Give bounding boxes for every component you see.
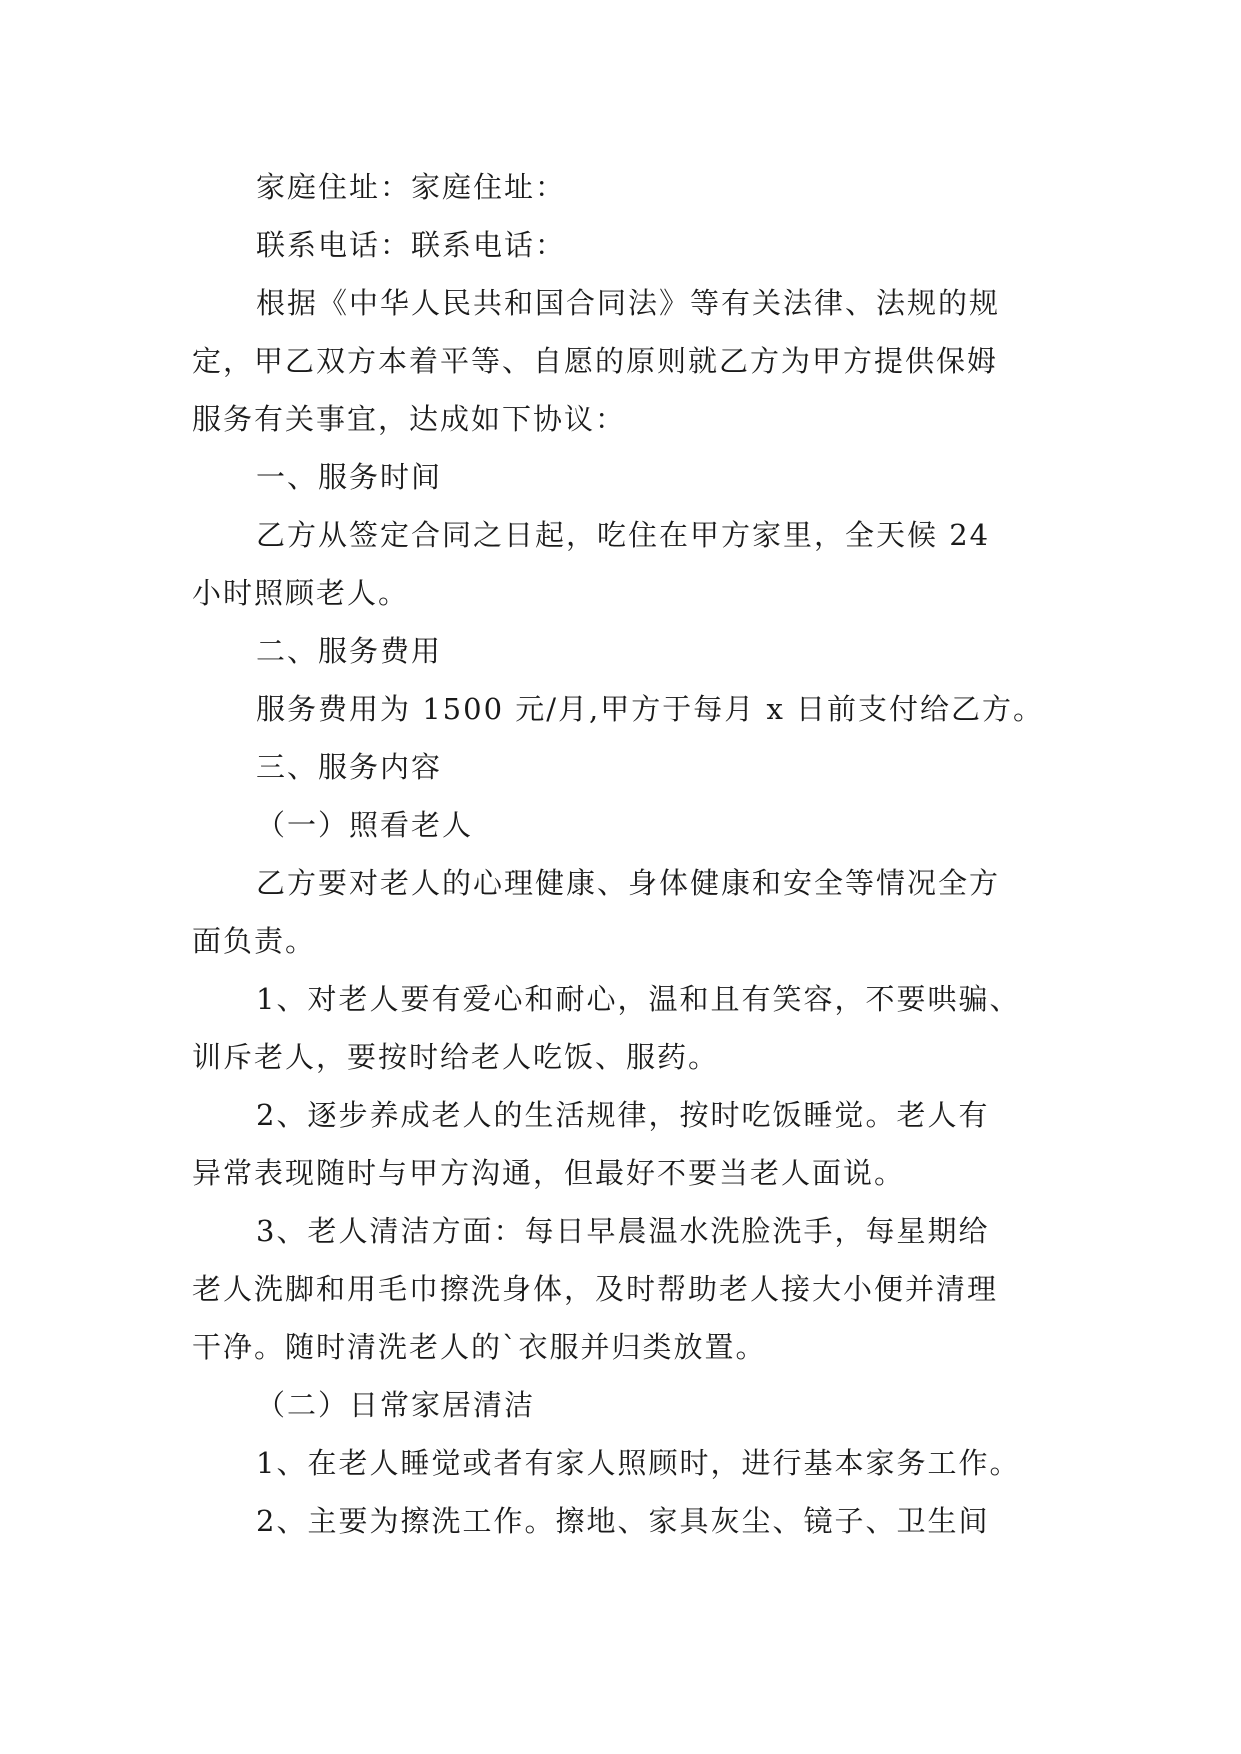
paragraph-line: 服务有关事宜，达成如下协议： — [192, 402, 627, 436]
list-item-line: 1、在老人睡觉或者有家人照顾时，进行基本家务工作。 — [256, 1446, 1021, 1480]
list-item-line: 老人洗脚和用毛巾擦洗身体，及时帮助老人接大小便并清理 — [192, 1272, 999, 1306]
paragraph-line: 小时照顾老人。 — [192, 576, 410, 610]
section-heading: 三、服务内容 — [256, 750, 443, 784]
paragraph-line: 服务费用为 1500 元/月,甲方于每月 x 日前支付给乙方。 — [256, 692, 1045, 726]
paragraph-line: 联系电话：联系电话： — [256, 228, 567, 262]
subsection-heading: （二）日常家居清洁 — [256, 1388, 536, 1422]
paragraph-line: 家庭住址：家庭住址： — [256, 170, 567, 204]
paragraph-line: 面负责。 — [192, 924, 317, 958]
section-heading: 一、服务时间 — [256, 460, 443, 494]
paragraph-line: 定，甲乙双方本着平等、自愿的原则就乙方为甲方提供保姆 — [192, 344, 999, 378]
list-item-line: 3、老人清洁方面：每日早晨温水洗脸洗手，每星期给 — [256, 1214, 990, 1248]
list-item-line: 2、主要为擦洗工作。擦地、家具灰尘、镜子、卫生间 — [256, 1504, 990, 1538]
section-heading: 二、服务费用 — [256, 634, 443, 668]
subsection-heading: （一）照看老人 — [256, 808, 474, 842]
list-item-line: 干净。随时清洗老人的`衣服并归类放置。 — [192, 1330, 767, 1364]
paragraph-line: 乙方要对老人的心理健康、身体健康和安全等情况全方 — [256, 866, 1001, 900]
list-item-line: 1、对老人要有爱心和耐心，温和且有笑容，不要哄骗、 — [256, 982, 1021, 1016]
list-item-line: 训斥老人，要按时给老人吃饭、服药。 — [192, 1040, 720, 1074]
document-body — [192, 158, 1072, 1550]
paragraph-line: 根据《中华人民共和国合同法》等有关法律、法规的规 — [256, 286, 1001, 320]
list-item-line: 2、逐步养成老人的生活规律，按时吃饭睡觉。老人有 — [256, 1098, 990, 1132]
list-item-line: 异常表现随时与甲方沟通，但最好不要当老人面说。 — [192, 1156, 906, 1190]
paragraph-line: 乙方从签定合同之日起，吃住在甲方家里，全天候 24 — [256, 518, 991, 552]
